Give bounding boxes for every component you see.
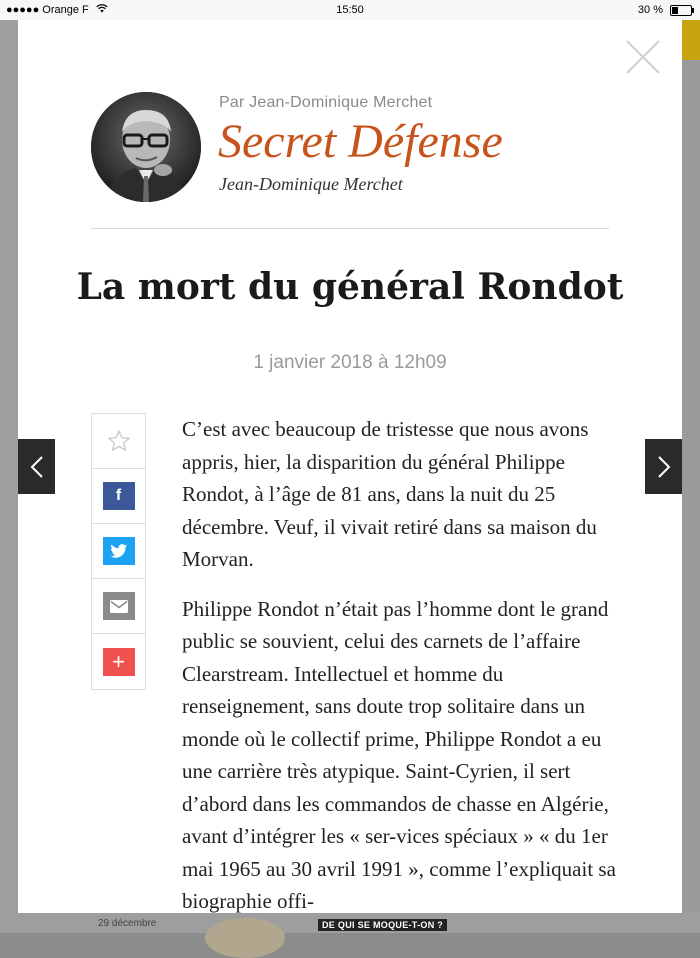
battery-icon bbox=[670, 5, 692, 16]
blog-header bbox=[91, 92, 611, 202]
background-thumbnail bbox=[205, 918, 285, 958]
author-portrait bbox=[91, 92, 201, 202]
share-twitter-button[interactable] bbox=[92, 524, 145, 579]
article-title: La mort du général Rondot bbox=[76, 266, 624, 308]
author-name: Jean-Dominique Merchet bbox=[219, 174, 403, 194]
background-accent bbox=[682, 20, 700, 60]
clock: 15:50 bbox=[336, 4, 364, 16]
email-icon bbox=[103, 592, 135, 620]
header-divider bbox=[91, 228, 609, 229]
article-body bbox=[182, 413, 618, 913]
share-facebook-button[interactable] bbox=[92, 469, 145, 524]
share-more-button[interactable] bbox=[92, 634, 145, 689]
article-modal bbox=[18, 20, 682, 913]
by-line: Par Jean-Dominique Merchet bbox=[219, 94, 433, 111]
chevron-right-icon bbox=[657, 455, 671, 479]
facebook-icon: f bbox=[103, 482, 135, 510]
article-paragraph: C’est avec beaucoup de tristesse que nous avons appris, hier, la disparition du général Philippe Rondot, à l’âge de 81 ans, dans la nuit du 25 décembre. Veuf, il vivait retiré dans sa maison du Morvan. bbox=[182, 417, 597, 571]
background-date: 29 décembre bbox=[98, 918, 157, 929]
close-button[interactable] bbox=[624, 38, 662, 76]
blog-title[interactable]: Secret Défense bbox=[218, 115, 503, 168]
battery-label: 30 % bbox=[637, 4, 663, 16]
background-strip bbox=[0, 20, 18, 933]
next-article-button[interactable] bbox=[645, 439, 682, 494]
favorite-button[interactable] bbox=[92, 414, 145, 469]
battery-info bbox=[638, 0, 692, 20]
previous-article-button[interactable] bbox=[18, 439, 55, 494]
share-email-button[interactable] bbox=[92, 579, 145, 634]
author-avatar[interactable] bbox=[91, 92, 201, 202]
carrier-label: ●●●●● Orange F bbox=[6, 4, 89, 16]
background-tag[interactable]: DE QUI SE MOQUE-T-ON ? bbox=[318, 919, 447, 931]
close-icon bbox=[624, 38, 662, 76]
twitter-icon bbox=[103, 537, 135, 565]
article-paragraph: Philippe Rondot n’était pas l’homme dont le grand public se souvient, celui des carnets de l’affaire Clearstream. Intellectuel et homme du renseignement, sans doute trop solitaire dans un monde où le collectif prime, Philippe Rondot a eu une carrière très atypique. Saint-Cyrien, il sert d’abord dans les commandos de chasse en Algérie, avant d’intégrer les « ser-vices spéciaux » « du 1er mai 1965 au 30 avril 1991 », comme l’expliquait sa biographie offi- bbox=[182, 596, 616, 913]
article-date: 1 janvier 2018 à 12h09 bbox=[253, 352, 447, 373]
star-icon bbox=[106, 428, 132, 454]
share-bar bbox=[91, 413, 146, 690]
status-bar bbox=[0, 0, 700, 20]
chevron-left-icon bbox=[30, 455, 44, 479]
plus-icon: + bbox=[103, 648, 135, 676]
